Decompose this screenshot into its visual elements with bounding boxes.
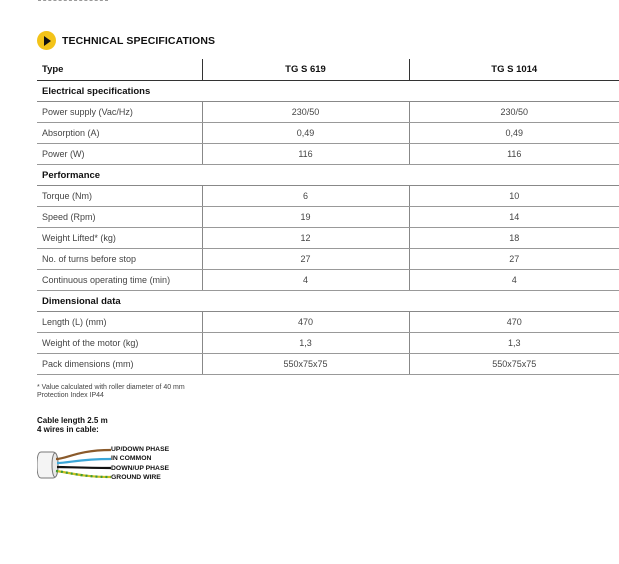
table-row bbox=[37, 186, 619, 207]
row-value-2: 4 bbox=[409, 270, 619, 291]
row-label: Power supply (Vac/Hz) bbox=[37, 102, 202, 123]
table-header-row bbox=[37, 59, 619, 81]
row-value-1: 4 bbox=[202, 270, 409, 291]
table-row bbox=[37, 207, 619, 228]
row-value-2: 550x75x75 bbox=[409, 354, 619, 375]
row-label: Power (W) bbox=[37, 144, 202, 165]
spec-table bbox=[37, 59, 619, 375]
row-value-1: 550x75x75 bbox=[202, 354, 409, 375]
row-value-2: 116 bbox=[409, 144, 619, 165]
cable-diagram-icon bbox=[37, 441, 111, 481]
group-row bbox=[37, 81, 619, 102]
table-row bbox=[37, 270, 619, 291]
row-value-2: 27 bbox=[409, 249, 619, 270]
cable-info bbox=[37, 417, 108, 434]
row-value-1: 12 bbox=[202, 228, 409, 249]
table-row bbox=[37, 144, 619, 165]
section-heading bbox=[37, 31, 215, 50]
row-label: Weight of the motor (kg) bbox=[37, 333, 202, 354]
wire-label-ground: GROUND WIRE bbox=[111, 473, 161, 481]
top-dashed-line bbox=[38, 0, 108, 5]
play-bullet-icon bbox=[37, 31, 56, 50]
row-value-2: 230/50 bbox=[409, 102, 619, 123]
row-value-2: 0,49 bbox=[409, 123, 619, 144]
row-label: Pack dimensions (mm) bbox=[37, 354, 202, 375]
table-row bbox=[37, 333, 619, 354]
cable-length: Cable length 2.5 m bbox=[37, 416, 108, 425]
footnote-protection: Protection Index IP44 bbox=[37, 392, 104, 399]
row-value-1: 6 bbox=[202, 186, 409, 207]
row-value-1: 1,3 bbox=[202, 333, 409, 354]
section-title: TECHNICAL SPECIFICATIONS bbox=[62, 34, 216, 47]
wire-label-up-down: UP/DOWN PHASE bbox=[111, 446, 170, 453]
wire-label-down-up: DOWN/UP PHASE bbox=[111, 464, 170, 472]
row-label: Torque (Nm) bbox=[37, 186, 202, 207]
header-type: Type bbox=[37, 59, 202, 81]
row-value-1: 19 bbox=[202, 207, 409, 228]
wire-label-common: IN COMMON bbox=[111, 455, 152, 463]
row-value-2: 10 bbox=[409, 186, 619, 207]
cable-wires-count: 4 wires in cable: bbox=[37, 424, 99, 434]
row-value-2: 470 bbox=[409, 312, 619, 333]
row-value-1: 27 bbox=[202, 249, 409, 270]
row-value-2: 14 bbox=[409, 207, 619, 228]
wire-brown bbox=[56, 450, 111, 459]
header-model-2: TG S 1014 bbox=[409, 59, 619, 81]
group-title: Performance bbox=[37, 165, 619, 186]
row-label: Weight Lifted* (kg) bbox=[37, 228, 202, 249]
table-row bbox=[37, 312, 619, 333]
group-title: Dimensional data bbox=[37, 291, 619, 312]
row-label: Speed (Rpm) bbox=[37, 207, 202, 228]
table-row bbox=[37, 228, 619, 249]
wire-blue bbox=[57, 459, 111, 463]
group-row bbox=[37, 165, 619, 186]
footnotes bbox=[37, 384, 185, 400]
row-value-1: 0,49 bbox=[202, 123, 409, 144]
table-row bbox=[37, 249, 619, 270]
row-value-1: 470 bbox=[202, 312, 409, 333]
row-label: Absorption (A) bbox=[37, 123, 202, 144]
row-value-2: 1,3 bbox=[409, 333, 619, 354]
row-label: Length (L) (mm) bbox=[37, 312, 202, 333]
table-row bbox=[37, 102, 619, 123]
row-value-2: 18 bbox=[409, 228, 619, 249]
table-row bbox=[37, 123, 619, 144]
wire-ground bbox=[56, 471, 111, 477]
row-label: Continuous operating time (min) bbox=[37, 270, 202, 291]
group-title: Electrical specifications bbox=[37, 81, 619, 102]
row-value-1: 116 bbox=[202, 144, 409, 165]
footnote-roller: * Value calculated with roller diameter of 40 mm bbox=[37, 384, 185, 391]
row-label: No. of turns before stop bbox=[37, 249, 202, 270]
wire-labels bbox=[111, 445, 169, 482]
wire-black bbox=[57, 467, 111, 468]
group-row bbox=[37, 291, 619, 312]
row-value-1: 230/50 bbox=[202, 102, 409, 123]
table-row bbox=[37, 354, 619, 375]
header-model-1: TG S 619 bbox=[202, 59, 409, 81]
